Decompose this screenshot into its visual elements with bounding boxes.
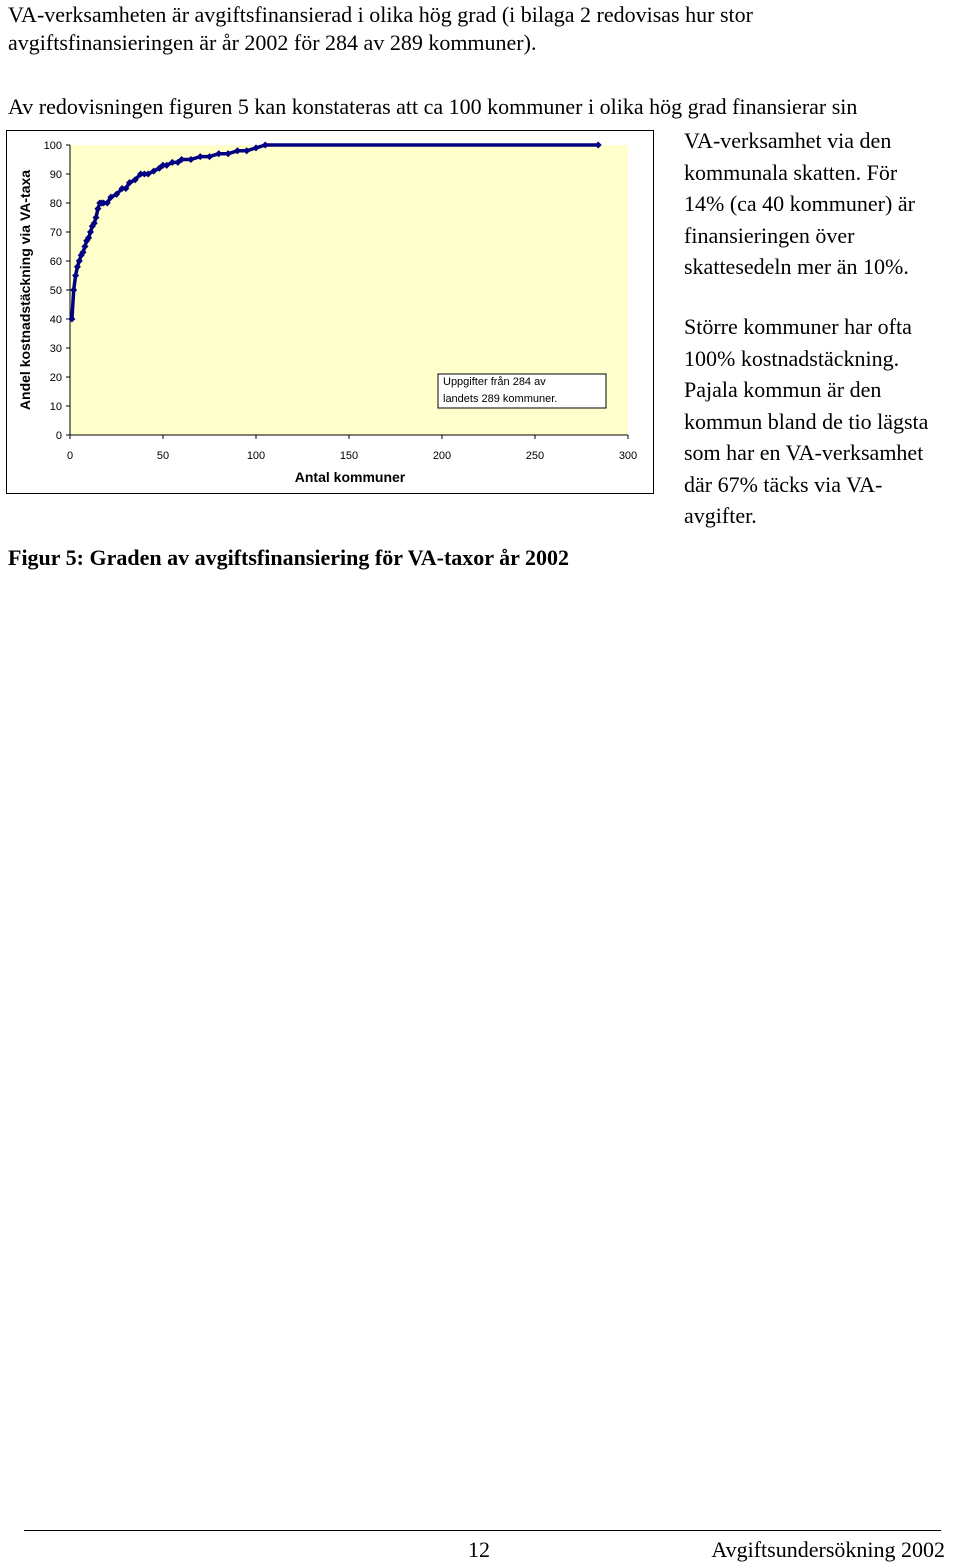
- x-tick-label: 100: [246, 450, 266, 462]
- side-text-line: avgifter.: [684, 503, 757, 528]
- x-tick-label: 250: [525, 450, 545, 462]
- chart-svg: [6, 130, 654, 494]
- page-number: 12: [468, 1537, 490, 1562]
- side-text-line: kommunala skatten. För: [684, 159, 898, 185]
- side-text-line: 14% (ca 40 kommuner) är: [684, 191, 915, 216]
- side-text-line: VA-verksamhet via den: [684, 128, 892, 153]
- y-tick-label: 40: [49, 314, 62, 326]
- y-tick-label: 30: [49, 343, 62, 355]
- annotation-line: Uppgifter från 284 av: [443, 376, 546, 388]
- side-text-line: där 67% täcks via VA-: [684, 471, 883, 497]
- x-tick-label: 150: [339, 450, 359, 462]
- y-tick-label: 50: [49, 285, 62, 297]
- footer-title: Avgiftsundersökning 2002: [711, 1537, 945, 1562]
- x-axis-title: Antal kommuner: [294, 469, 406, 485]
- side-text-line: Större kommuner har ofta: [684, 314, 912, 339]
- figure-caption: Figur 5: Graden av avgiftsfinansiering för VA-taxor år 2002: [8, 545, 569, 570]
- x-tick-label: 200: [432, 450, 452, 462]
- y-tick-label: 10: [49, 401, 62, 413]
- side-text-line: skattesedeln mer än 10%.: [684, 254, 909, 279]
- side-text-line: som har en VA-verksamhet: [684, 440, 924, 465]
- side-text-block-2: [684, 311, 928, 532]
- paragraph-1-line-2: avgiftsfinansieringen är år 2002 för 284 av 289 kommuner).: [8, 30, 537, 55]
- footer-rule: [24, 1530, 941, 1531]
- y-tick-label: 60: [49, 256, 62, 268]
- x-tick-label: 0: [66, 450, 74, 462]
- side-text-block-1: [684, 125, 915, 283]
- y-tick-label: 20: [49, 372, 62, 384]
- cost-coverage-chart: [6, 130, 654, 494]
- y-tick-label: 90: [49, 169, 62, 181]
- paragraph-1-line-1: VA-verksamheten är avgiftsfinansierad i olika hög grad (i bilaga 2 redovisas hur stor: [8, 2, 753, 27]
- side-text-line: finansieringen över: [684, 222, 855, 248]
- paragraph-2-line-1: Av redovisningen figuren 5 kan konstateras att ca 100 kommuner i olika hög grad finansierar sin: [8, 94, 858, 119]
- y-axis-title: Andel kostnadstäckning via VA-taxa: [17, 169, 33, 411]
- y-tick-label: 0: [55, 430, 62, 442]
- y-tick-label: 80: [49, 198, 62, 210]
- annotation-line: landets 289 kommuner.: [443, 393, 558, 405]
- y-tick-label: 70: [49, 227, 62, 239]
- side-text-line: kommun bland de tio lägsta: [684, 408, 929, 434]
- side-text-line: 100% kostnadstäckning.: [684, 345, 900, 371]
- x-tick-label: 300: [618, 450, 638, 462]
- x-tick-label: 50: [156, 450, 170, 462]
- side-text-line: Pajala kommun är den: [684, 377, 882, 402]
- y-tick-label: 100: [43, 140, 62, 152]
